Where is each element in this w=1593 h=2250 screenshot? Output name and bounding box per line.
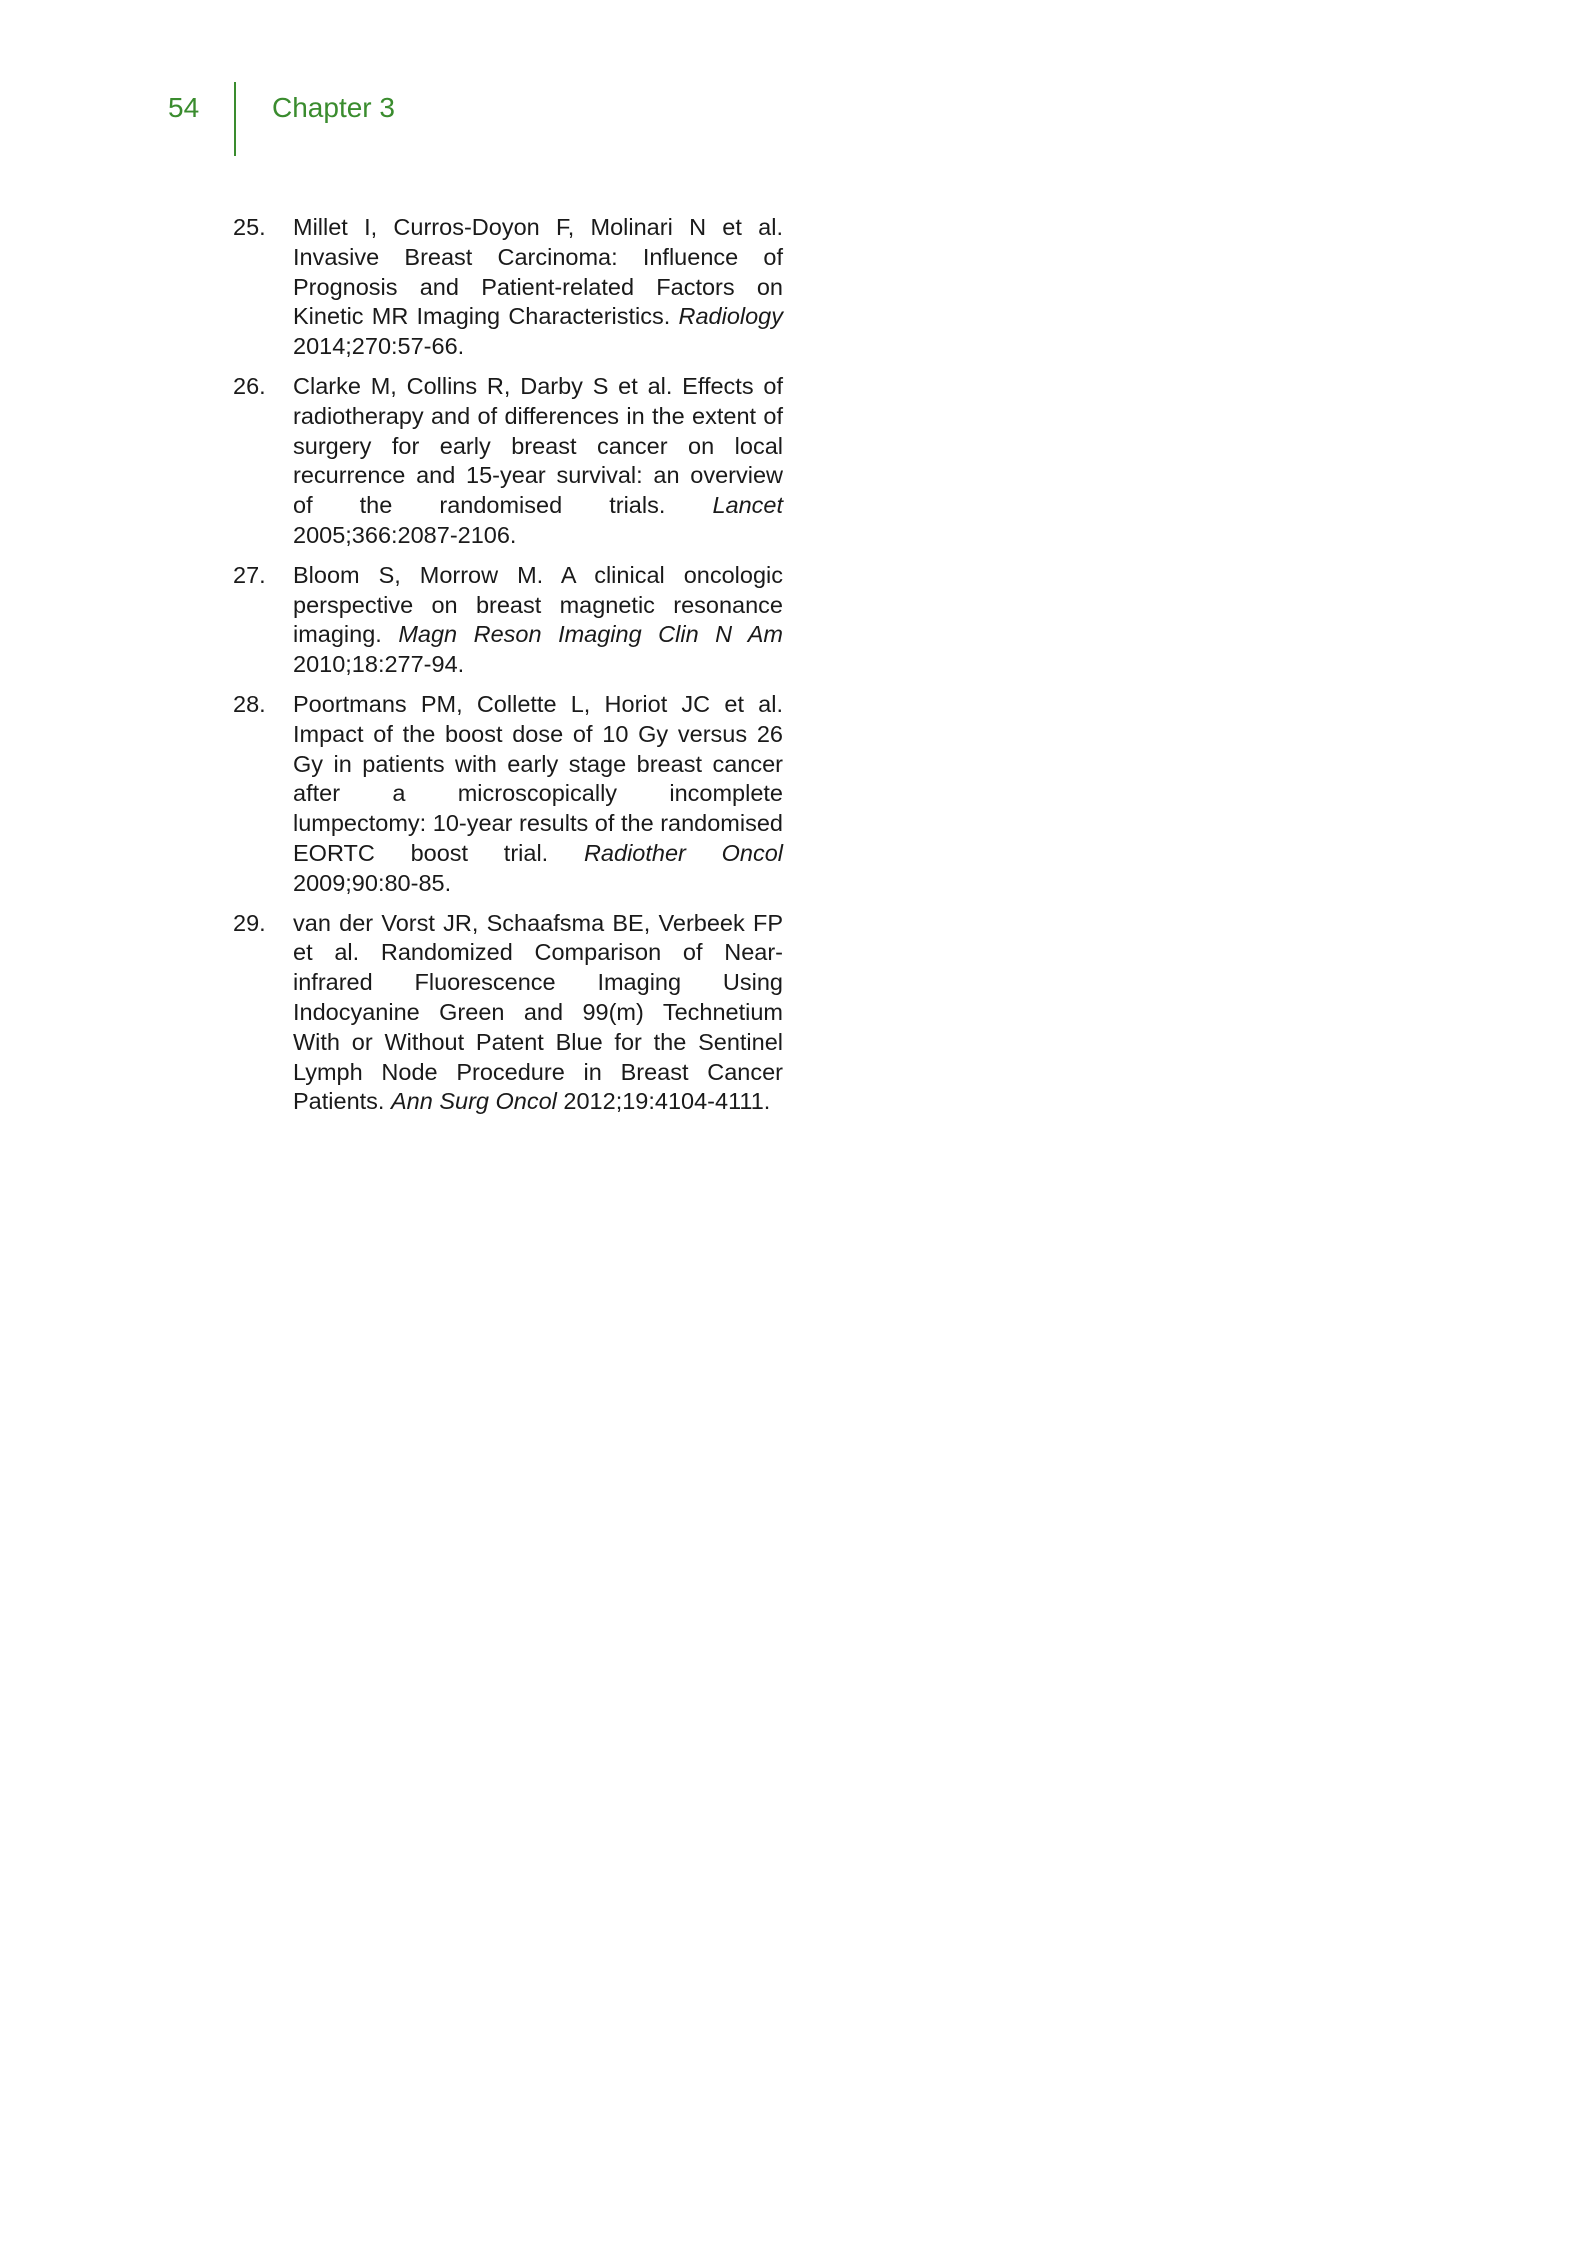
page-header xyxy=(0,0,1593,170)
reference-citation: 2010;18:277-94. xyxy=(293,651,465,678)
reference-citation: 2005;366:2087-2106. xyxy=(293,521,517,548)
page-number: 54 xyxy=(168,92,200,123)
reference-text xyxy=(293,561,783,680)
reference-item xyxy=(233,690,783,899)
reference-text xyxy=(293,909,783,1118)
reference-number: 29. xyxy=(233,909,266,936)
header-divider xyxy=(234,82,236,156)
reference-text xyxy=(293,372,783,551)
reference-journal: Magn Reson Imaging Clin N Am xyxy=(398,621,784,648)
reference-body: Clarke M, Collins R, Darby S et al. Effects of radiotherapy and of differences in the extent of surgery for early breast cancer on local recurrence and 15-year survival: an overview of the randomised trials. xyxy=(293,372,783,519)
reference-text xyxy=(293,213,783,362)
reference-journal: Radiology xyxy=(678,303,783,330)
reference-number: 26. xyxy=(233,372,266,399)
reference-list xyxy=(233,213,783,1127)
reference-citation: 2012;19:4104-4111. xyxy=(563,1088,771,1115)
reference-item xyxy=(233,909,783,1118)
reference-body: Bloom S, Morrow M. A clinical oncologic perspective on breast magnetic resonance imaging. xyxy=(293,561,783,648)
reference-citation: 2014;270:57-66. xyxy=(293,333,465,360)
chapter-title: Chapter 3 xyxy=(272,92,395,123)
reference-body: van der Vorst JR, Schaafsma BE, Verbeek FP et al. Randomized Comparison of Near-infrared Fluorescence Imaging Using Indocyanine Green and 99(m) Technetium With or Without Patent Blue for the Sentinel Lymph Node Procedure in Breast Cancer Patients. xyxy=(293,909,783,1115)
reference-number: 25. xyxy=(233,214,266,240)
reference-journal: Radiother Oncol xyxy=(583,839,783,866)
reference-item xyxy=(233,561,783,680)
reference-number: 28. xyxy=(233,690,266,717)
reference-body: Poortmans PM, Collette L, Horiot JC et al. Impact of the boost dose of 10 Gy versus 26 Gy in patients with early stage breast cancer after a microscopically incomplete lumpectomy: 10-year results of the randomised EORTC boost trial. xyxy=(293,690,783,866)
reference-citation: 2009;90:80-85. xyxy=(293,869,452,896)
reference-item xyxy=(233,213,783,362)
reference-journal: Ann Surg Oncol xyxy=(390,1088,557,1115)
reference-item xyxy=(233,372,783,551)
reference-text xyxy=(293,690,783,899)
reference-body: Millet I, Curros-Doyon F, Molinari N et al. Invasive Breast Carcinoma: Influence of Prognosis and Patient-related Factors on Kinetic MR Imaging Characteristics. xyxy=(293,214,783,330)
reference-number: 27. xyxy=(233,561,266,588)
reference-journal: Lancet xyxy=(712,492,783,519)
